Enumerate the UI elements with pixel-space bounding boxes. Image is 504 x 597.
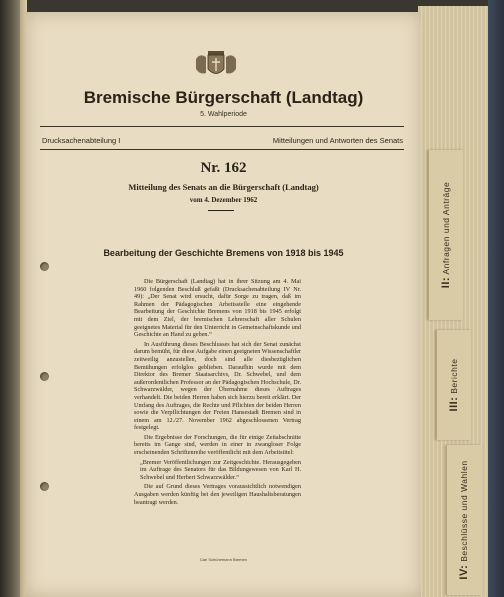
parliament-name: Bremische Bürgerschaft (Landtag) [83,88,364,107]
header-rule-bottom [40,149,404,150]
document-title: Mitteilung des Senats an die Bürgerschaft (Landtag) [128,182,319,192]
tab-anfragen-und-antraege[interactable] [428,150,463,320]
punch-hole [40,372,49,381]
binder-clip [0,0,20,597]
tab-beschluesse-und-wahlen[interactable] [446,445,481,595]
tab-anfragen-label: II: Anfragen und Anträge [440,181,452,289]
document-number: Nr. 162 [200,160,247,176]
document-page [26,12,421,597]
body-paragraph: Die Bürgerschaft (Landtag) hat in ihrer Sitzung am 4. Mai 1960 folgenden Beschluß gefaßt (Drucksachenabteilung IV Nr. 49): „Der Senat wird ersucht, dafür Sorge zu tragen, daß im Rahmen der Pädagogischen Arbeitsstelle eine eingehende Bearbeitung der Geschichte Bremens von 1918 bis 1945 erfolgt mit dem Ziel, der bremischen Lehrerschaft aller Schulen geeignetes Material für den Unterricht in Gemeinschaftskunde und Geschichte an Hand zu geben.“ [134,278,301,339]
body-paragraph: Die auf Grund dieses Vertrages voraussichtlich notwendigen Ausgaben werden künftig bei den jeweiligen Haushaltsberatungen beantragt werden. [134,483,301,506]
bremen-coat-of-arms-icon [192,49,240,79]
body-paragraph: Die Ergebnisse der Forschungen, die für einige Zeitabschnitte bereits im Gange sind, werden in einer in zwangloser Folge erscheinenden Schriftenreihe veröffentlicht mit dem Arbeitstitel: [134,433,301,457]
department-label: Drucksachenabteilung I [42,136,121,145]
header-rule-top [40,126,404,127]
body-quote: „Bremer Veröffentlichungen zur Zeitgeschichte. Herausgegeben im Auftrage des Senators für das Bildungswesen von Karl H. Schwebel und Herbert Schwarzwälder.“ [140,458,301,481]
folder-spine [488,0,504,597]
punch-hole [40,482,49,491]
printer-imprint: Carl Schünemann Bremen [199,557,248,562]
tab-beschluesse-label: IV: Beschlüsse und Wahlen [458,460,470,580]
document-body [134,278,301,508]
punch-hole [40,262,49,271]
tab-berichte[interactable] [436,330,471,440]
document-date: vom 4. Dezember 1962 [189,196,258,204]
section-label: Mitteilungen und Antworten des Senats [272,136,403,145]
body-paragraph: In Ausführung dieses Beschlusses hat sich der Senat zunächst darum bemüht, für diese Aufgabe einen geeigneten Wissenschaftler zeitweilig anzustellen, doch sind alle diesbezüglichen Bemühungen erfolglos geblieben. Daraufhin wurde mit dem Direktor des Bremer Staatsarchivs, Dr. Schwebel, und dem außerordentlichen Professor an der Pädagogischen Hochschule, Dr. Schwarzwälder, wegen der Übernahme dieses Auftrages verhandelt. Die beiden Herren haben sich hierzu bereit erklärt. Der Umfang des Auftrages, die Rechte und Pflichten der beiden Herren sowie die Verpflichtungen der Freien Hansestadt Bremen sind in einem am 12./27. November 1962 abgeschlossenen Vertrag festgelegt. [134,340,301,432]
tab-berichte-label: III: Berichte [448,358,460,412]
title-divider [208,210,234,211]
document-subject: Bearbeitung der Geschichte Bremens von 1918 bis 1945 [103,248,344,258]
legislative-period: 5. Wahlperiode [200,111,247,118]
